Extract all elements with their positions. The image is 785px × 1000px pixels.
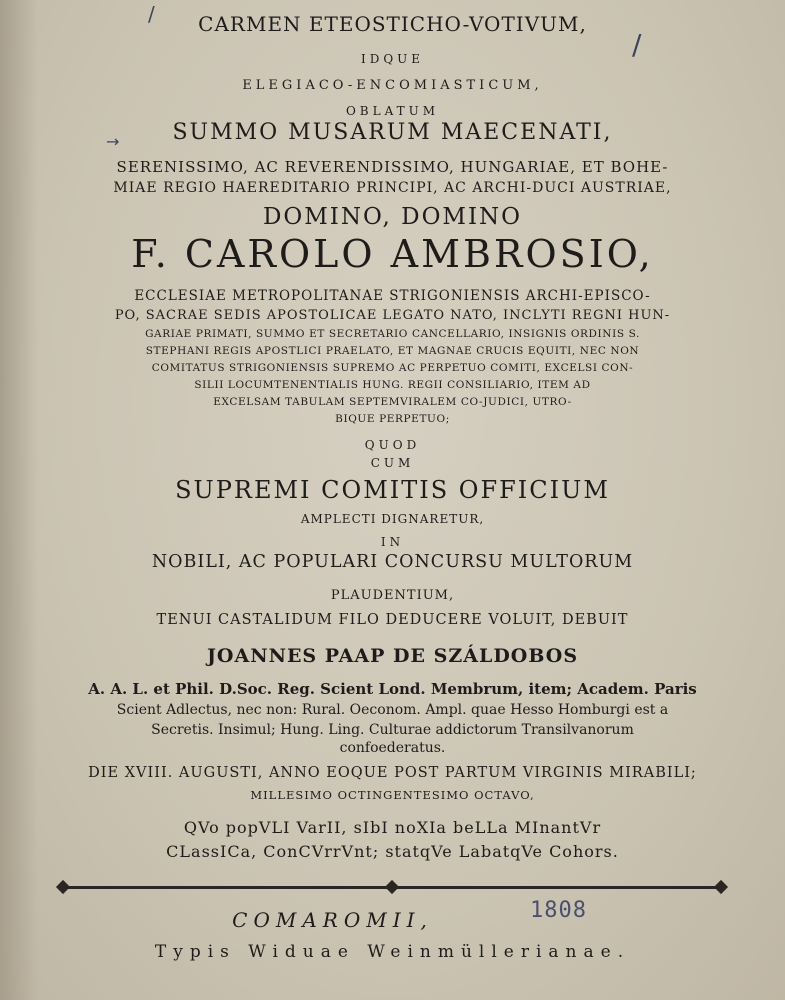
text-line: QUOD	[364, 438, 421, 452]
pencil-arrow-icon: →	[106, 132, 120, 151]
dedicatee-line: SUMMO MUSARUM MAECENATI,	[172, 120, 613, 145]
imprint-printer: Typis Widuae Weinmüllerianae.	[154, 942, 631, 962]
text-line: SILII LOCUMTENENTIALIS HUNG. REGII CONSILIARIO, ITEM AD	[194, 379, 591, 391]
text-line: confoederatus.	[339, 740, 446, 756]
text-line: Scient Adlectus, nec non: Rural. Oeconom. Ampl. quae Hesso Homburgi est a	[116, 702, 669, 718]
text-line: DOMINO, DOMINO	[262, 204, 523, 230]
ornament-rule	[62, 881, 722, 895]
date-line: DIE XVIII. AUGUSTI, ANNO EOQUE POST PARTUM VIRGINIS MIRABILI;	[88, 765, 697, 781]
text-line: NOBILI, AC POPULARI CONCURSU MULTORUM	[151, 552, 634, 572]
name-line: F. CAROLO AMBROSIO,	[131, 232, 654, 276]
text-line: TENUI CASTALIDUM FILO DEDUCERE VOLUIT, DEBUIT	[156, 612, 629, 628]
title-line: CARMEN ETEOSTICHO-VOTIVUM,	[198, 12, 587, 36]
text-line: IN	[380, 535, 405, 549]
handwritten-year: 1808	[530, 898, 587, 923]
text-line: ELEGIACO-ENCOMIASTICUM,	[242, 78, 543, 93]
pencil-mark-icon: /	[148, 2, 155, 26]
imprint-place: COMAROMII,	[232, 908, 433, 932]
text-line: EXCELSAM TABULAM SEPTEMVIRALEM CO-JUDICI, UTRO-	[213, 396, 572, 408]
text-line: MIAE REGIO HAEREDITARIO PRINCIPI, AC ARCHI-DUCI AUSTRIAE,	[113, 180, 672, 196]
text-line: A. A. L. et Phil. D.Soc. Reg. Scient Lond. Membrum, item; Academ. Paris	[88, 680, 697, 698]
pencil-mark-icon: /	[632, 28, 642, 61]
text-line: BIQUE PERPETUO;	[335, 413, 450, 425]
text-line: Secretis. Insimul; Hung. Ling. Culturae addictorum Transilvanorum	[151, 722, 634, 738]
text-line: PO, SACRAE SEDIS APOSTOLICAE LEGATO NATO, INCLYTI REGNI HUN-	[114, 308, 671, 323]
text-line: SERENISSIMO, AC REVERENDISSIMO, HUNGARIAE, ET BOHE-	[116, 158, 669, 176]
date-line: MILLESIMO OCTINGENTESIMO OCTAVO,	[250, 788, 535, 802]
author-line: JOANNES PAAP DE SZÁLDOBOS	[206, 645, 579, 667]
chronogram-line: CLassICa, ConCVrrVnt; statqVe LabatqVe Cohors.	[166, 842, 619, 861]
text-line: AMPLECTI DIGNARETUR,	[300, 512, 485, 526]
text-line: STEPHANI REGIS APOSTLICI PRAELATO, ET MAGNAE CRUCIS EQUITI, NEC NON	[145, 345, 640, 357]
text-line: GARIAE PRIMATI, SUMMO ET SECRETARIO CANCELLARIO, INSIGNIS ORDINIS S.	[145, 328, 640, 340]
text-line: OBLATUM	[345, 104, 440, 118]
chronogram-line: QVo popVLI VarII, sIbI noXIa beLLa MInantVr	[183, 818, 602, 837]
text-line: COMITATUS STRIGONIENSIS SUPREMO AC PERPETUO COMITI, EXCELSI CON-	[151, 362, 634, 374]
text-line: IDQUE	[360, 52, 425, 66]
text-line: CUM	[370, 456, 415, 470]
text-line: PLAUDENTIUM,	[330, 588, 455, 603]
text-line: ECCLESIAE METROPOLITANAE STRIGONIENSIS ARCHI-EPISCO-	[134, 288, 651, 304]
text-line: SUPREMI COMITIS OFFICIUM	[175, 476, 610, 504]
